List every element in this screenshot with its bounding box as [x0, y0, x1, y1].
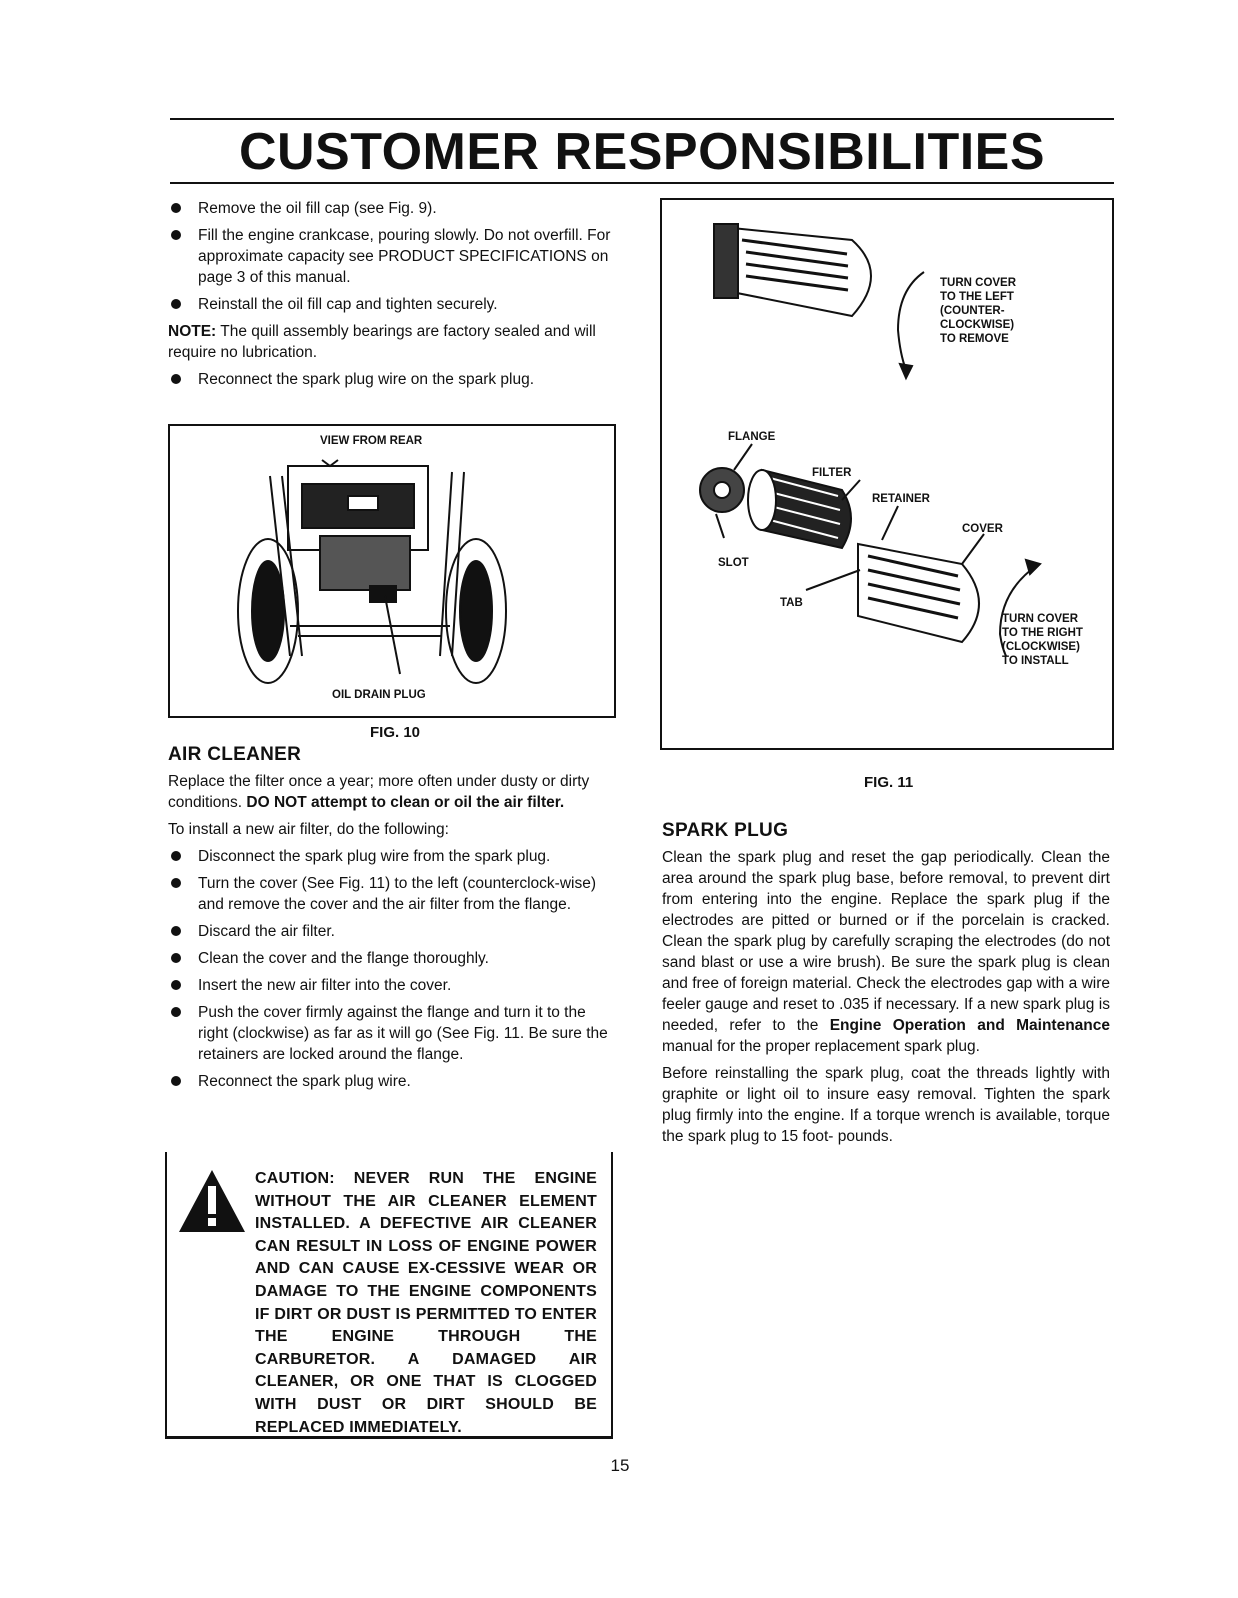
manual-reference: Engine Operation and Maintenance: [829, 1017, 1111, 1034]
page-number: 15: [610, 1456, 630, 1475]
flange-label: FLANGE: [728, 431, 776, 443]
oil-drain-plug-label: OIL DRAIN PLUG: [332, 689, 426, 701]
note-label: NOTE:: [168, 323, 217, 340]
spark-plug-section: [662, 820, 1110, 1153]
fig-11-caption: FIG. 11: [864, 774, 914, 791]
spark-plug-heading: SPARK PLUG: [662, 820, 789, 841]
snowblower-rear-illustration: [170, 426, 614, 716]
list-item: Reconnect the spark plug wire.: [168, 1071, 618, 1092]
turn-left-line: CLOCKWISE): [940, 319, 1015, 331]
turn-right-line: TO THE RIGHT: [1002, 627, 1083, 639]
turn-left-instruction: [940, 276, 1016, 346]
list-item: Reinstall the oil fill cap and tighten securely.: [168, 294, 618, 315]
filter-label: FILTER: [812, 467, 852, 479]
turn-left-line: TURN COVER: [940, 277, 1017, 289]
turn-left-line: TO THE LEFT: [940, 291, 1014, 303]
list-item: Push the cover firmly against the flange and turn it to the right (clockwise) as far as it will go (See Fig. 11. Be sure the retainers are locked around the flange.: [168, 1002, 618, 1065]
list-item: Disconnect the spark plug wire from the spark plug.: [168, 846, 618, 867]
page-title: CUSTOMER RESPONSIBILITIES: [238, 123, 1046, 181]
air-cleaner-heading: AIR CLEANER: [168, 744, 302, 765]
spark-plug-text-b: manual for the proper replacement spark plug.: [662, 1038, 980, 1055]
turn-right-line: (CLOCKWISE): [1002, 641, 1080, 653]
list-item: Fill the engine crankcase, pouring slowly. Do not overfill. For approximate capacity see PRODUCT SPECIFICATIONS on page 3 of this manual.: [168, 225, 618, 288]
warning-triangle-icon: [177, 1168, 247, 1234]
turn-left-line: (COUNTER-: [940, 305, 1005, 317]
figure-11: [660, 198, 1114, 750]
list-item: Insert the new air filter into the cover.: [168, 975, 618, 996]
turn-right-instruction: [1002, 612, 1083, 668]
view-from-rear-label: VIEW FROM REAR: [320, 435, 423, 447]
spark-plug-paragraph-1: [662, 847, 1110, 1057]
note-text: The quill assembly bearings are factory sealed and will require no lubrication.: [168, 323, 596, 361]
list-item: Discard the air filter.: [168, 921, 618, 942]
header-bottom-rule: [170, 182, 1114, 184]
header-top-rule: [170, 118, 1114, 120]
left-top-list: [168, 198, 618, 396]
list-item: Clean the cover and the flange thoroughly.: [168, 948, 618, 969]
caution-box: [165, 1152, 613, 1439]
turn-right-line: TO INSTALL: [1002, 655, 1069, 667]
retainer-label: RETAINER: [872, 493, 930, 505]
air-cleaner-section: [168, 744, 618, 1098]
install-intro: To install a new air filter, do the following:: [168, 821, 449, 838]
spark-plug-text-a: Clean the spark plug and reset the gap periodically. Clean the area around the spark plug base, before removal, to prevent dirt from entering into the engine. Replace the spark plug if the electrodes are pitted or burned or if the porcelain is cracked. Clean the spark plug by carefully scraping the electrodes (do not sand blast or use a wire brush). Be sure the spark plug is clean and free of foreign material. Check the electrodes gap with a wire feeler gauge and reset to .035 if necessary. If a new spark plug is needed, refer to the: [662, 849, 1110, 1034]
turn-right-line: TURN COVER: [1002, 613, 1079, 625]
turn-left-line: TO REMOVE: [940, 333, 1009, 345]
cover-label: COVER: [962, 523, 1003, 535]
air-cleaner-intro: [168, 771, 618, 813]
slot-label: SLOT: [718, 557, 749, 569]
tab-label: TAB: [780, 597, 803, 609]
spark-plug-paragraph-2: Before reinstalling the spark plug, coat the threads lightly with graphite or light oil to insure easy removal. Tighten the spark plug firmly into the engine. If a torque wrench is available, torque the spark plug to 15 foot- pounds.: [662, 1065, 1110, 1145]
caution-text: CAUTION: NEVER RUN THE ENGINE WITHOUT THE AIR CLEANER ELEMENT INSTALLED. A DEFECTIVE AIR CLEANER CAN RESULT IN LOSS OF ENGINE POWER AND CAN CAUSE EX-CESSIVE WEAR OR DAMAGE TO THE ENGINE COMPONENTS IF DIRT OR DUST IS PERMITTED TO ENTER THE ENGINE THROUGH THE CARBURETOR. A DAMAGED AIR CLEANER, OR ONE THAT IS CLOGGED WITH DUST OR DIRT SHOULD BE REPLACED IMMEDIATELY.: [255, 1170, 597, 1436]
air-cleaner-intro-text: Replace the filter once a year; more often under dusty or dirty conditions.: [168, 773, 590, 811]
figure-10: [168, 424, 616, 718]
list-item: Remove the oil fill cap (see Fig. 9).: [168, 198, 618, 219]
list-item: Turn the cover (See Fig. 11) to the left (counterclock-wise) and remove the cover and the air filter from the flange.: [168, 873, 618, 915]
fig-10-caption: FIG. 10: [370, 724, 421, 741]
note-paragraph: [168, 321, 618, 363]
list-item: Reconnect the spark plug wire on the spark plug.: [168, 369, 618, 390]
air-cleaner-warning: DO NOT attempt to clean or oil the air filter.: [246, 794, 565, 811]
